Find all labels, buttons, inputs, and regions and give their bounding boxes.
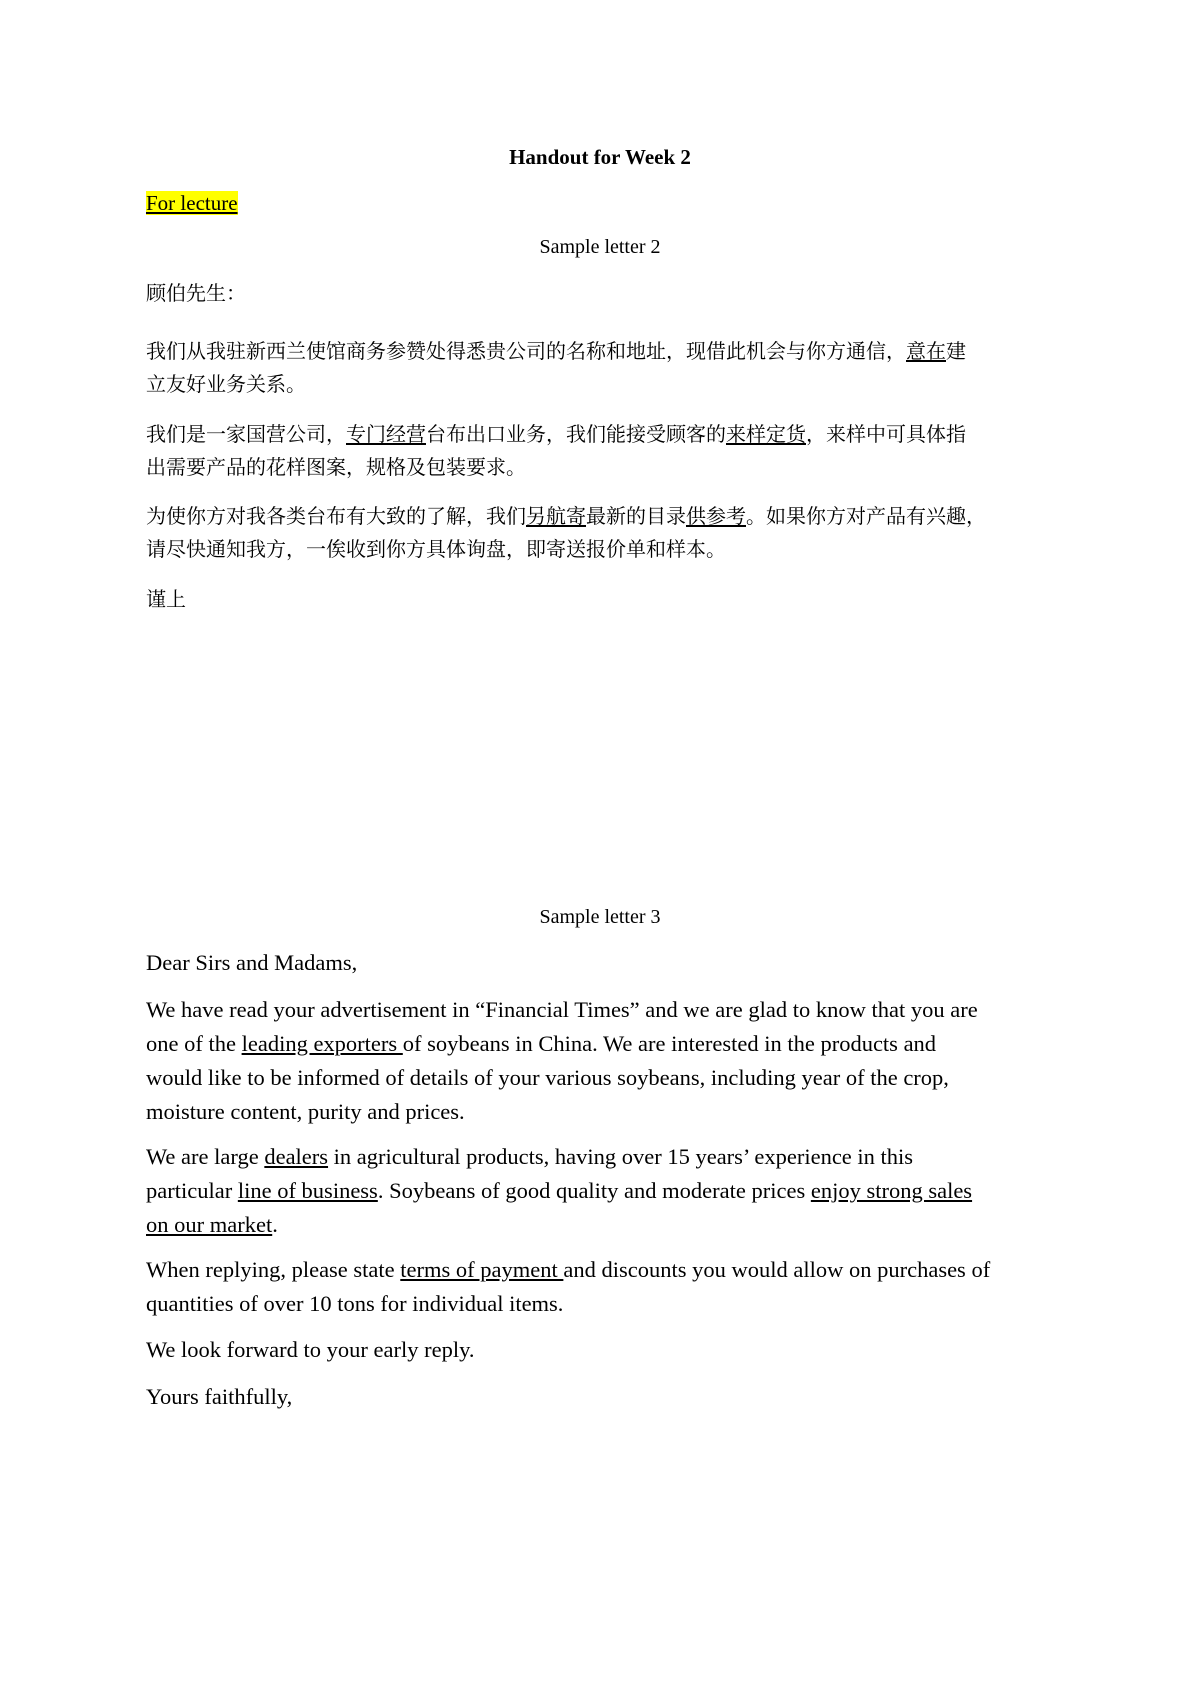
underlined-term: leading exporters [241, 1031, 403, 1056]
letter2-paragraph-3: 为使你方对我各类台布有大致的了解，我们另航寄最新的目录供参考。如果你方对产品有兴趣， 请尽快通知我方，一俟收到你方具体询盘，即寄送报价单和样本。 [146, 504, 986, 561]
underlined-term: 来样定货 [726, 422, 806, 446]
highlighted-label: For lecture [146, 191, 238, 215]
letter3-paragraph-3: When replying, please state terms of payment and discounts you would allow on purchases of quantities of over 10 tons for individual items. [146, 1257, 991, 1316]
underlined-term: on our market [146, 1212, 273, 1237]
underlined-term: 另航寄 [526, 504, 586, 528]
letter3-heading: Sample letter 3 [539, 906, 661, 928]
page-title: Handout for Week 2 [509, 145, 691, 169]
letter3-salutation: Dear Sirs and Madams, [146, 950, 358, 975]
letter3-paragraph-2: We are large dealers in agricultural products, having over 15 years’ experience in this particular line of business. Soybeans of good quality and moderate prices enjoy strong sales on our market. [146, 1144, 973, 1237]
underlined-term: 专门经营 [346, 422, 426, 446]
underlined-term: enjoy strong sales [810, 1178, 973, 1203]
letter3-paragraph-1: We have read your advertisement in “Financial Times” and we are glad to know that you are one of the leading exporters of soybeans in China. We are interested in the products and would like to be informed of details of your various soybeans, including year of the crop, moisture content, purity and prices. [146, 997, 978, 1124]
letter2-heading: Sample letter 2 [539, 236, 661, 258]
underlined-term: terms of payment [400, 1257, 564, 1282]
letter3-closing: Yours faithfully, [146, 1384, 293, 1409]
letter2-closing: 谨上 [146, 587, 186, 611]
section-label [146, 189, 1071, 217]
letter2-paragraph-2: 我们是一家国营公司，专门经营台布出口业务，我们能接受顾客的来样定货，来样中可具体指 出需要产品的花样图案，规格及包装要求。 [146, 422, 966, 479]
underlined-term: dealers [264, 1144, 329, 1169]
letter2-paragraph-1: 我们从我驻新西兰使馆商务参赞处得悉贵公司的名称和地址，现借此机会与你方通信，意在建 立友好业务关系。 [146, 339, 966, 396]
underlined-term: line of business [237, 1178, 378, 1203]
underlined-term: 供参考 [686, 504, 746, 528]
letter3-paragraph-4: We look forward to your early reply. [146, 1337, 475, 1362]
underlined-term: 意在 [906, 339, 946, 363]
letter2-salutation: 顾伯先生： [146, 281, 246, 305]
